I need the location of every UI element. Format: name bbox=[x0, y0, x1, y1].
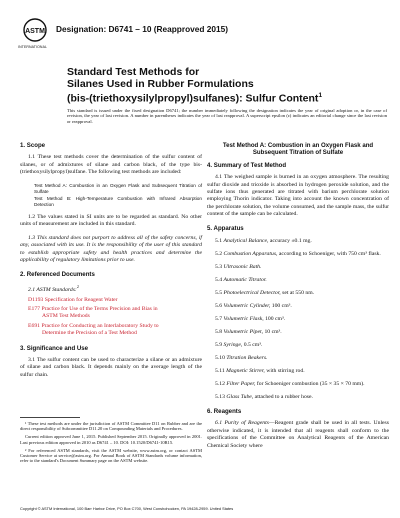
apparatus-item: 5.11 Magnetic Stirrer, with stirring rod. bbox=[215, 367, 305, 374]
apparatus-item: 5.12 Filter Paper, for Schoeniger combustion (35 × 35 × 70 mm). bbox=[215, 380, 365, 387]
title-footnote-mark: 1 bbox=[318, 92, 323, 99]
scope-method-b: Test Method B: High-Temperature Combustion with Infrared Absorption Detection bbox=[34, 196, 202, 207]
apparatus-item: 5.8 Volumetric Pipet, 10 cm³. bbox=[215, 328, 282, 335]
footnote-rule bbox=[20, 417, 80, 418]
references-heading: 2. Referenced Documents bbox=[20, 270, 95, 278]
summary-4-1: 4.1 The weighed sample is burned in an oxygen atmosphere. The resulting sulfur dioxide and trioxide is absorbed in hydrogen peroxide solution, and the sulfate ions thus generated are titrated with barium perchlorate solution employing Thorin indicator. Taking into account the known concentration of the perchlorate solution, the volume consumed, and the sample mass, the sulfur content of the sample can be calculated. bbox=[207, 174, 389, 218]
scope-1-2: 1.2 The values stated in SI units are to be regarded as standard. No other units of measurement are included in this standard. bbox=[20, 213, 202, 227]
apparatus-item: 5.3 Ultrasonic Bath. bbox=[215, 263, 262, 270]
svg-text:ASTM: ASTM bbox=[25, 28, 45, 35]
apparatus-item: 5.2 Combustion Apparatus, according to Schoeniger, with 750 cm³ flask. bbox=[215, 250, 381, 257]
reference-title-cont[interactable]: Determine the Precision of a Test Method bbox=[42, 330, 137, 337]
reference-title[interactable]: Practice for Conducting an Interlaboratory Study to bbox=[41, 322, 159, 329]
footnote-2: ² For referenced ASTM standards, visit the ASTM website, www.astm.org, or contact ASTM Customer Service at service@astm.org. For Annual Book of ASTM Standards volume information, refer to the standard's Document Summary page on the ASTM website. bbox=[20, 447, 202, 464]
reagents-6-1: 6.1 Purity of Reagents—Reagent grade shall be used in all tests. Unless otherwise indicated, it is intended that all reagents shall conform to the specifications of the Committee on Analytical Reagents of the American Chemical Society where bbox=[207, 420, 389, 449]
footnote-1-edition: Current edition approved June 1, 2015. Published September 2015. Originally approved in 2001. Last previous edition approved in 2010 as D6741 – 10. DOI: 10.1520/D6741-10R15. bbox=[20, 434, 202, 445]
apparatus-item: 5.5 Photoelectrical Detector, set at 550 nm. bbox=[215, 289, 315, 296]
reference-title-cont[interactable]: ASTM Test Methods bbox=[42, 313, 90, 320]
significance-heading: 3. Significance and Use bbox=[20, 344, 89, 352]
reference-item bbox=[28, 323, 202, 338]
apparatus-item: 5.9 Syringe, 0.5 cm³. bbox=[215, 341, 263, 348]
reference-link[interactable]: E691 bbox=[28, 322, 41, 329]
footnote-1: ¹ These test methods are under the jurisdiction of ASTM Committee D11 on Rubber and are the direct responsibility of Subcommittee D11.20 on Compounding Materials and Procedures. bbox=[20, 421, 202, 432]
astm-logo-icon bbox=[23, 18, 47, 42]
apparatus-item: 5.7 Volumetric Flask, 100 cm³. bbox=[215, 315, 286, 322]
right-column bbox=[207, 142, 389, 457]
scope-1-1: 1.1 These test methods cover the determination of the sulfur content of silanes, or of admixtures of silane and carbon black, of the type bis-(triethoxysilylpropyl)sulfane. The following test methods are included: bbox=[20, 154, 202, 176]
designation: Designation: D6741 – 10 (Reapproved 2015) bbox=[56, 24, 228, 34]
title-line-3: (bis-(triethoxysilylpropyl)sulfanes): Sulfur Content$^1$ bbox=[67, 92, 323, 105]
reference-link[interactable]: E177 bbox=[28, 306, 41, 313]
intro-note: This standard is issued under the fixed designation D6741; the number immediately following the designation indicates the year of original adoption or, in the case of revision, the year of last revision. A number in parentheses indicates the year of last reapproval. A superscript epsilon (ε) indicates an editorial change since the last revision or reapproval. bbox=[67, 108, 387, 124]
footnotes bbox=[20, 417, 202, 466]
logo-caption: INTERNATIONAL bbox=[18, 45, 48, 49]
reference-item bbox=[28, 297, 202, 304]
apparatus-item: 5.4 Automatic Titrator. bbox=[215, 276, 267, 283]
title-line-1: Standard Test Methods for bbox=[67, 66, 200, 78]
reference-title[interactable]: Specification for Reagent Water bbox=[44, 296, 118, 303]
scope-heading: 1. Scope bbox=[20, 142, 46, 149]
title-line-2: Silanes Used in Rubber Formulations bbox=[67, 78, 254, 90]
significance-3-1: 3.1 The sulfur content can be used to characterize a silane or an admixture of silane and carbon black. It depends mainly on the average length of the sulfur chain. bbox=[20, 357, 202, 378]
apparatus-item: 5.6 Volumetric Cylinder, 100 cm³. bbox=[215, 302, 292, 309]
reagents-heading: 6. Reagents bbox=[207, 407, 242, 415]
apparatus-heading: 5. Apparatus bbox=[207, 225, 244, 233]
apparatus-item: 5.1 Analytical Balance, accuracy ±0.1 mg. bbox=[215, 237, 312, 244]
reference-item bbox=[28, 306, 202, 321]
method-a-heading: Test Method A: Combustion in an Oxygen Flask and Subsequent Titration of Sulfate bbox=[222, 142, 374, 157]
apparatus-item: 5.13 Glass Tube, attached to a rubber hose. bbox=[215, 393, 313, 400]
apparatus-item: 5.10 Titration Beakers. bbox=[215, 354, 268, 361]
summary-heading: 4. Summary of Test Method bbox=[207, 161, 287, 169]
document-title bbox=[67, 66, 387, 105]
reference-title[interactable]: Practice for Use of the Terms Precision and Bias in bbox=[41, 306, 158, 313]
left-column bbox=[20, 142, 202, 386]
copyright: Copyright © ASTM International, 100 Barr Harbor Drive, PO Box C700, West Conshohocken, PA 19428-2959. United States bbox=[20, 506, 234, 511]
apparatus-list bbox=[207, 238, 389, 401]
reference-link[interactable]: D1193 bbox=[28, 296, 44, 303]
scope-method-a: Test Method A: Combustion in an Oxygen Flask and Subsequent Titration of Sulfate bbox=[34, 183, 202, 194]
scope-1-3: 1.3 This standard does not purport to address all of the safety concerns, if any, associated with its use. It is the responsibility of the user of this standard to establish appropriate safety and health practices and determine the applicability of regulatory limitations prior to use. bbox=[20, 234, 202, 264]
references-subheading: 2.1 ASTM Standards:$^2$ bbox=[28, 284, 79, 294]
